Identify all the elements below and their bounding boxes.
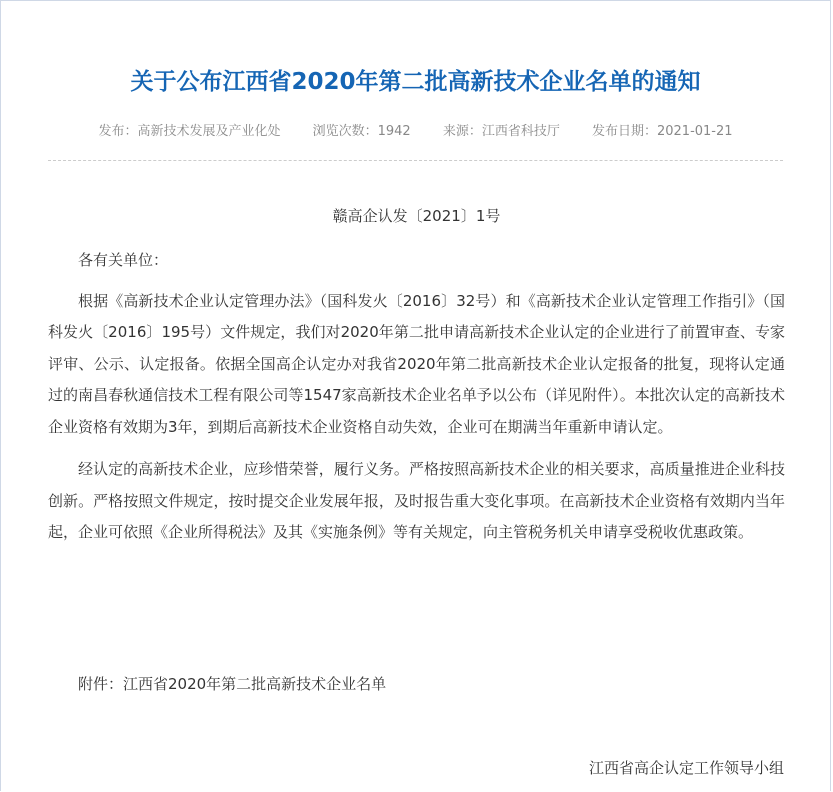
meta-publisher: 发布：高新技术发展及产业化处: [98, 124, 281, 139]
meta-date: 发布日期：2021-01-21: [591, 124, 733, 139]
article-title: 关于公布江西省2020年第二批高新技术企业名单的通知: [130, 69, 701, 95]
body-paragraph: 经认定的高新技术企业，应珍惜荣誉，履行义务。严格按照高新技术企业的相关要求，高质量推进企业科技创新。严格按照文件规定，按时提交企业发展年报，及时报告重大变化事项。在高新技术企业资格有效期内当年起，企业可依照《企业所得税法》及其《实施条例》等有关规定，向主管税务机关申请享受税收优惠政策。: [48, 460, 785, 541]
article-body: [48, 201, 785, 549]
meta-divider: [48, 160, 783, 161]
article-meta: [1, 122, 830, 142]
meta-views: 浏览次数：1942: [312, 124, 411, 139]
meta-source: 来源：江西省科技厅: [442, 124, 560, 139]
document-number: 赣高企认发〔2021〕1号: [332, 207, 501, 225]
body-paragraph: 根据《高新技术企业认定管理办法》（国科发火〔2016〕32号）和《高新技术企业认定管理工作指引》（国科发火〔2016〕195号）文件规定，我们对2020年第二批申请高新技术企业认定的企业进行了前置审查、专家评审、公示、认定报备。依据全国高企认定办对我省2020年第二批高新技术企业认定报备的批复，现将认定通过的南昌春秋通信技术工程有限公司等1547家高新技术企业名单予以公布（详见附件）。本批次认定的高新技术企业资格有效期为3年，到期后高新技术企业资格自动失效，企业可在期满当年重新申请认定。: [48, 291, 785, 436]
signature: 江西省高企认定工作领导小组: [588, 759, 784, 777]
attachment-link[interactable]: 附件：江西省2020年第二批高新技术企业名单: [78, 675, 387, 693]
salutation: 各有关单位：: [78, 251, 169, 269]
